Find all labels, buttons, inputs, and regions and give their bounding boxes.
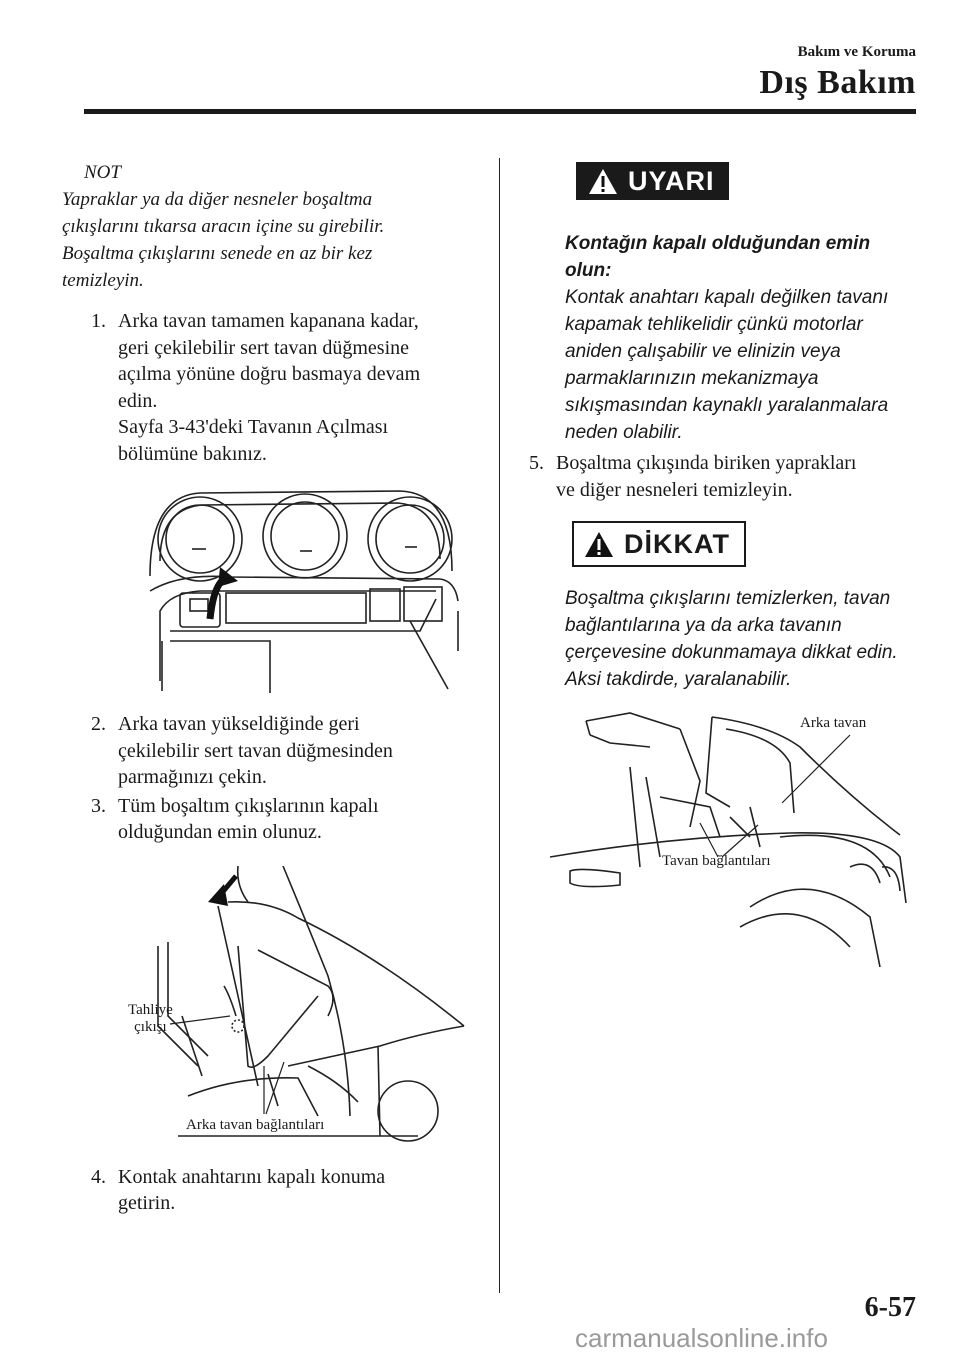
step-line: Arka tavan yükseldiğinde geri [118,713,360,735]
warning-heading-line: Kontağın kapalı olduğundan emin [565,233,871,254]
step-number: 3. [91,794,106,817]
label-rear-roof-joints: Arka tavan bağlantıları [186,1116,325,1133]
step-number: 1. [91,310,106,332]
warning-heading-line: olun: [565,260,612,281]
note-title: NOT [84,162,121,183]
step-text [118,1164,482,1217]
step-line: geri çekilebilir sert tavan düğmesine [118,336,410,359]
warning-badge-label: UYARI [628,165,715,196]
step-line: Sayfa 3-43'deki Tavanın Açılması [118,416,389,438]
roof-switch-illustration [140,481,460,703]
step-line: getirin. [118,1192,176,1214]
rear-roof-illustration [550,707,920,967]
header-rule [84,109,916,114]
note-line: temizleyin. [62,270,144,291]
figure-drain-outlet [118,866,478,1146]
page-number: 6-57 [864,1292,916,1323]
section-header: Bakım ve Koruma [797,44,916,60]
caution-line: çerçevesine dokunmamaya dikkat edin. [565,642,898,663]
watermark: carmanualsonline.info [575,1323,828,1353]
warning-text [565,230,920,446]
caution-line: Boşaltma çıkışlarını temizlerken, tavan [565,588,891,609]
step-4 [62,1164,482,1217]
caution-triangle-icon [584,531,614,558]
page-title: Dış Bakım [759,64,916,101]
warning-line: kapamak tehlikelidir çünkü motorlar [565,314,863,335]
step-number: 2. [91,713,106,735]
label-rear-roof: Arka tavan [800,715,867,731]
step-line: parmağınızı çekin. [118,766,267,788]
warning-badge [576,162,729,200]
step-line: Arka tavan tamamen kapanana kadar, [118,310,419,332]
caution-line: bağlantılarına ya da arka tavanın [565,615,842,636]
step-number: 5. [529,452,544,474]
label-line: çıkışı [134,1018,167,1035]
warning-line: sıkışmasından kaynaklı yaralanmalara [565,395,889,416]
warning-triangle-icon [588,168,618,195]
step-line: olduğundan emin olunuz. [118,821,322,843]
step-2 [62,711,482,791]
label-drain-outlet [128,1002,173,1036]
step-3 [62,793,482,846]
note-line: çıkışlarını tıkarsa aracın içine su girebilir. [62,216,385,237]
note-line: Yapraklar ya da diğer nesneler boşaltma [62,189,373,210]
step-5 [500,450,920,503]
caution-text [565,585,920,693]
note-body [62,186,482,294]
step-line: edin. [118,389,158,412]
warning-line: Kontak anahtarı kapalı değilken tavanı [565,287,889,308]
label-roof-joints: Tavan bağlantıları [662,853,771,869]
right-column [520,162,920,967]
warning-line: neden olabilir. [565,422,683,443]
step-line: açılma yönüne doğru basmaya devam [118,363,421,385]
step-line: Tüm boşaltım çıkışlarının kapalı [118,794,379,817]
column-divider [499,158,500,1293]
step-line: ve diğer nesneleri temizleyin. [556,478,793,501]
note-line: Boşaltma çıkışlarını senede en az bir kez [62,243,373,264]
caution-badge-label: DİKKAT [624,528,730,559]
left-column [62,162,482,1217]
label-line: Tahliye [128,1001,173,1018]
step-line: bölümüne bakınız. [118,442,267,465]
figure-roof-switch [140,481,460,703]
caution-line: Aksi takdirde, yaralanabilir. [565,669,792,690]
caution-badge [572,521,746,567]
step-line: çekilebilir sert tavan düğmesinden [118,739,393,762]
step-line: Boşaltma çıkışında biriken yaprakları [556,452,857,474]
step-number: 4. [91,1165,106,1188]
step-text [556,450,920,503]
step-text [118,711,482,791]
step-line: Kontak anahtarını kapalı konuma [118,1165,386,1188]
figure-rear-roof [550,707,920,967]
step-text [118,793,482,846]
step-text [118,308,482,467]
warning-line: parmaklarınızın mekanizmaya [565,368,819,389]
step-1 [62,308,482,467]
warning-line: aniden çalışabilir ve elinizin veya [565,341,841,362]
